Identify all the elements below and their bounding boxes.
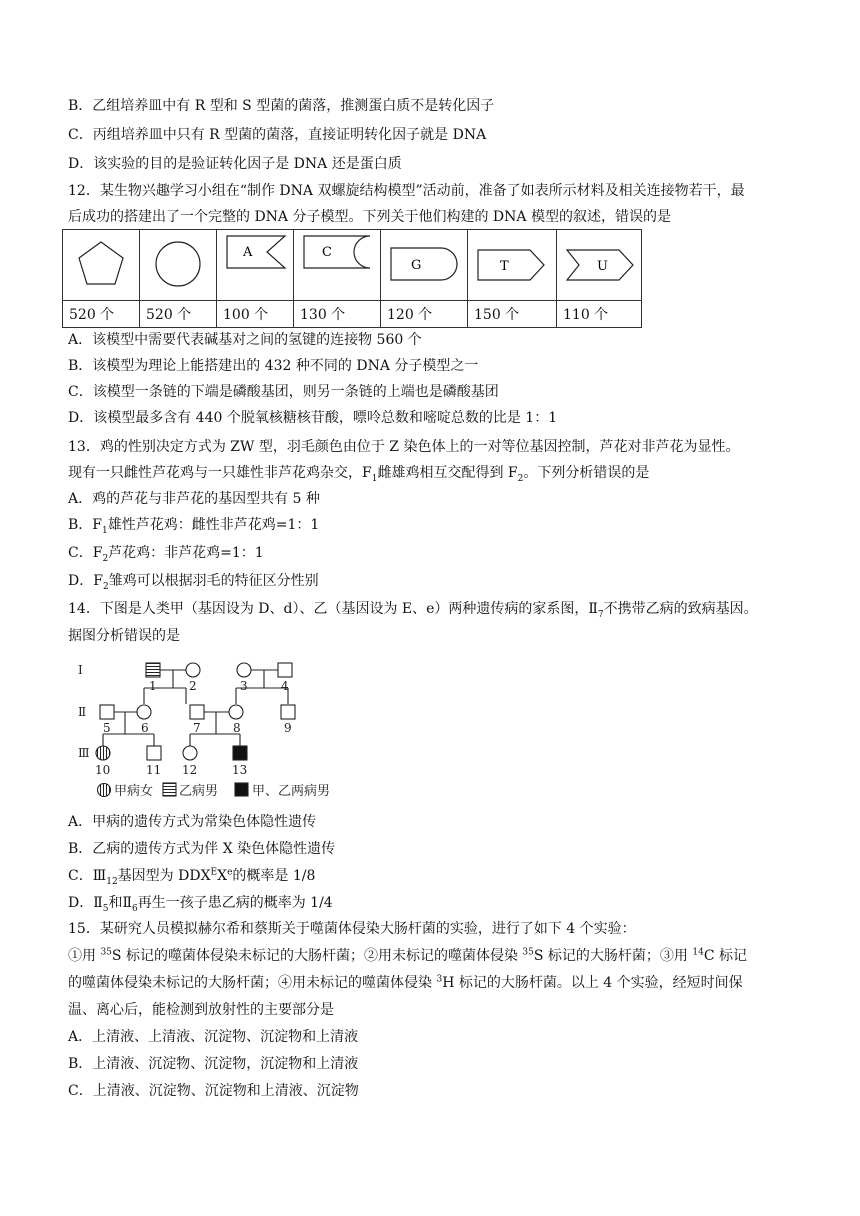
q14-stem-line1: 14．下图是人类甲（基因设为 D、d）、乙（基因设为 E、e）两种遗传病的家系图，$Ⅱ_7$不携带乙病的致病基因。	[68, 601, 758, 620]
q11-option-c: C．丙组培养皿中只有 R 型菌的菌落，直接证明转化因子就是 DNA	[68, 127, 487, 143]
q15-stem-line1: 15．某研究人员模拟赫尔希和蔡斯关于噬菌体侵染大肠杆菌的实验，进行了如下 4 个实验：	[68, 921, 636, 937]
count-t: 150 个	[468, 301, 557, 328]
count-u: 110 个	[557, 301, 642, 328]
base-a-cell	[217, 230, 294, 301]
individual-III-10	[96, 746, 110, 760]
base-t-letter: T	[500, 259, 509, 274]
pentagon-cell	[63, 230, 140, 301]
q14-option-a: A．甲病的遗传方式为常染色体隐性遗传	[68, 814, 317, 830]
q13-option-b: B．$F_1$雄性芦花鸡：雌性非芦花鸡=1：1	[68, 517, 320, 536]
id-1: 1	[149, 679, 157, 693]
id-12: 12	[182, 763, 198, 777]
legend-male-ab-label: 甲、乙两病男	[252, 784, 331, 799]
q14-option-d: D．$Ⅱ_5$和$Ⅱ_6$再生一孩子患乙病的概率为 1/4	[68, 895, 333, 914]
base-a-icon	[217, 230, 293, 296]
individual-I-2	[186, 663, 200, 677]
id-10: 10	[95, 763, 111, 777]
q12-option-a: A．该模型中需要代表碱基对之间的氢键的连接物 560 个	[68, 332, 422, 348]
q13-stem-line1: 13．鸡的性别决定方式为 ZW 型，羽毛颜色由位于 Z 染色体上的一对等位基因控制，芦花对非芦花为显性。	[68, 439, 740, 455]
base-u-letter: U	[597, 259, 608, 274]
base-c-icon	[294, 230, 380, 296]
legend-male-b-label: 乙病男	[179, 784, 219, 799]
id-3: 3	[240, 679, 248, 693]
legend-female-a-icon	[98, 784, 111, 797]
base-a-letter: A	[243, 245, 253, 260]
id-4: 4	[281, 679, 289, 693]
q14-option-c: C．$Ⅲ_{12}$基因型为 $DDX^EXe$的概率是 1/8	[68, 867, 316, 887]
q11-option-d: D．该实验的目的是验证转化因子是 DNA 还是蛋白质	[68, 156, 402, 172]
q12-option-b: B．该模型为理论上能搭建出的 432 种不同的 DNA 分子模型之一	[68, 358, 479, 374]
circle-icon	[140, 230, 216, 296]
base-u-icon	[557, 230, 641, 296]
count-g: 120 个	[381, 301, 468, 328]
generation-label-I: Ⅰ	[78, 663, 83, 677]
individual-II-6	[137, 705, 151, 719]
base-t-icon	[468, 230, 556, 296]
count-circle: 520 个	[140, 301, 217, 328]
base-c-letter: C	[322, 245, 332, 260]
individual-II-8	[229, 705, 243, 719]
base-t-cell	[468, 230, 557, 301]
circle-cell	[140, 230, 217, 301]
individual-I-4	[278, 663, 292, 677]
q13-option-a: A．鸡的芦花与非芦花的基因型共有 5 种	[68, 491, 320, 507]
individual-I-1	[146, 663, 160, 677]
q14-option-b: B．乙病的遗传方式为伴 X 染色体隐性遗传	[68, 841, 336, 857]
id-13: 13	[232, 763, 248, 777]
q11-option-b: B．乙组培养皿中有 R 型和 S 型菌的菌落，推测蛋白质不是转化因子	[68, 98, 495, 114]
q15-stem-line2: ①用 $^{35}$S 标记的噬菌体侵染未标记的大肠杆菌；②用未标记的噬菌体侵染 $^{35}$S 标记的大肠杆菌；③用 $^{14}$C 标记	[68, 947, 747, 964]
q15-option-a: A．上清液、上清液、沉淀物、沉淀物和上清液	[68, 1029, 359, 1045]
legend-male-ab-icon	[235, 783, 248, 796]
q15-option-c: C．上清液、沉淀物、沉淀物和上清液、沉淀物	[68, 1083, 359, 1099]
q12-option-d: D．该模型最多含有 440 个脱氧核糖核苷酸，嘌呤总数和嘧啶总数的比是 1：1	[68, 410, 558, 426]
q15-option-b: B．上清液、沉淀物、沉淀物，沉淀物和上清液	[68, 1056, 359, 1072]
q12-option-c: C．该模型一条链的下端是磷酸基团，则另一条链的上端也是磷酸基团	[68, 384, 499, 400]
q13-stem-line2: 现有一只雌性芦花鸡与一只雄性非芦花鸡杂交，$F_1$雌雄鸡相互交配得到 $F_2$。下列分析错误的是	[68, 465, 650, 484]
count-c: 130 个	[294, 301, 381, 328]
individual-II-5	[100, 705, 114, 719]
materials-table	[62, 229, 642, 328]
individual-II-9	[281, 705, 295, 719]
id-11: 11	[146, 763, 162, 777]
id-5: 5	[103, 721, 111, 735]
base-u-cell	[557, 230, 642, 301]
pedigree-chart	[66, 656, 356, 806]
q15-stem-line4: 温、离心后，能检测到放射性的主要部分是	[68, 1002, 334, 1018]
id-6: 6	[141, 721, 149, 735]
legend-female-a-label: 甲病女	[114, 784, 154, 799]
base-c-cell	[294, 230, 381, 301]
id-8: 8	[233, 721, 241, 735]
q12-stem-line2: 后成功的搭建出了一个完整的 DNA 分子模型。下列关于他们构建的 DNA 模型的叙述，错误的是	[68, 209, 671, 225]
pentagon-icon	[63, 230, 139, 296]
individual-III-11	[147, 746, 161, 760]
q13-option-c: C．$F_2$芦花鸡：非芦花鸡=1：1	[68, 545, 264, 564]
legend-male-b-icon	[163, 783, 176, 796]
id-9: 9	[284, 721, 292, 735]
id-7: 7	[193, 721, 201, 735]
generation-label-III: Ⅲ	[78, 746, 90, 760]
q12-stem-line1: 12．某生物兴趣学习小组在“制作 DNA 双螺旋结构模型”活动前，准备了如表所示材料及相关连接物若干，最	[68, 183, 745, 199]
id-2: 2	[189, 679, 197, 693]
individual-III-13	[233, 746, 247, 760]
count-a: 100 个	[217, 301, 294, 328]
q14-stem-line2: 据图分析错误的是	[68, 628, 180, 644]
count-pentagon: 520 个	[63, 301, 140, 328]
base-g-icon	[381, 230, 467, 296]
individual-II-7	[190, 705, 204, 719]
individual-III-12	[183, 746, 197, 760]
q13-option-d: D．$F_2$雏鸡可以根据羽毛的特征区分性别	[68, 573, 319, 592]
individual-I-3	[237, 663, 251, 677]
base-g-letter: G	[411, 258, 422, 273]
generation-label-II: Ⅱ	[78, 705, 87, 719]
base-g-cell	[381, 230, 468, 301]
q15-stem-line3: 的噬菌体侵染未标记的大肠杆菌；④用未标记的噬菌体侵染 $^3$H 标记的大肠杆菌。以上 4 个实验，经短时间保	[68, 974, 743, 991]
